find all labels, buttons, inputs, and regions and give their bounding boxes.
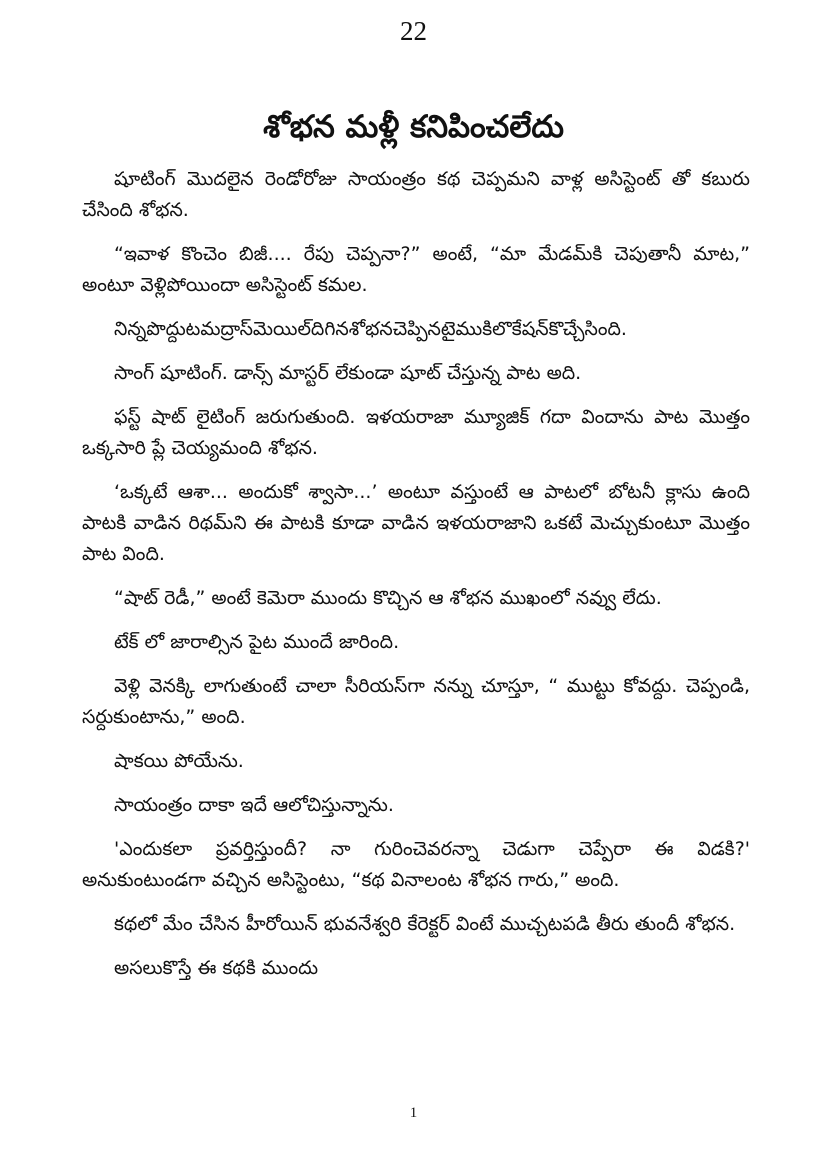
paragraph: టేక్ లో జారాల్సిన పైట ముందే జారింది. — [114, 631, 400, 653]
paragraph: ఫస్ట్ షాట్ లైటింగ్ జరుగుతుంది. ఇళయరాజా మ్యూజిక్ గదా విందాను పాట మొత్తం ఒక్కసారి ప్లే చెయ్యమంది శోభన. — [82, 406, 750, 459]
paragraph: వెళ్లి వెనక్కి లాగుతుంటే చాలా సీరియస్‌గా నన్ను చూస్తూ, “ ముట్టు కోవద్దు. చెప్పండి, సర్దుకుంటాను,” అంది. — [82, 675, 750, 728]
paragraph: 'ఎందుకలా ప్రవర్తిస్తుందీ? నా గురించెవరన్నా చెడుగా చెప్పేరా ఈ విడకి?' అనుకుంటుండగా వచ్చిన అసిస్టెంటు, “కథ వినాలంట శోభన గారు,” అంది. — [82, 838, 750, 891]
chapter-title: శోభన మళ్లీ కనిపించలేదు — [263, 108, 564, 145]
paragraph: కథలో మేం చేసిన హీరోయిన్ భువనేశ్వరి కేరెక్టర్ వింటే ముచ్చటపడి తీరు తుందీ శోభన. — [114, 913, 736, 935]
paragraph: నిన్నపొద్దుటమద్రాస్‌మెయిల్‌దిగినశోభనచెప్పినటైముకిలొకేషన్‌కొచ్చేసింది. — [114, 318, 627, 340]
paragraph: సాంగ్ షూటింగ్. డాన్స్ మాస్టర్ లేకుండా షూట్ చేస్తున్న పాట అది. — [114, 362, 582, 384]
paragraph: అసలుకొస్తే ఈ కథకి ముందు — [114, 957, 319, 979]
paragraph: సాయంత్రం దాకా ఇదే ఆలోచిస్తున్నాను. — [114, 794, 394, 816]
paragraph: షాకయి పోయేను. — [114, 750, 244, 772]
paragraph: షూటింగ్ మొదలైన రెండోరోజు సాయంత్రం కథ చెప్పమని వాళ్ల అసిస్టెంట్ తో కబురు చేసింది శోభన. — [82, 168, 750, 221]
chapter-number: 22 — [400, 16, 427, 46]
paragraph: “ఇవాళ కొంచెం బిజీ.... రేపు చెప్పనా?” అంటే, “మా మేడమ్‌కి చెపుతానీ మాట,” అంటూ వెళ్లిపోయిందా అసిస్టెంట్ కమల. — [82, 243, 750, 296]
paragraph: “షాట్ రెడీ,” అంటే కెమెరా ముందు కొచ్చిన ఆ శోభన ముఖంలో నవ్వు లేదు. — [114, 587, 662, 609]
page-number: 1 — [409, 1105, 418, 1121]
body-text — [82, 164, 750, 997]
paragraph: ‘ఒక్కటే ఆశా... అందుకో శ్వాసా...’ అంటూ వస్తుంటే ఆ పాటలో బోటనీ క్లాసు ఉంది పాటకి వాడిన రిథమ్‌ని ఈ పాటకి కూడా వాడిన ఇళయరాజాని ఒకటే మెచ్చుకుంటూ మొత్తం పాట వింది. — [82, 481, 750, 565]
